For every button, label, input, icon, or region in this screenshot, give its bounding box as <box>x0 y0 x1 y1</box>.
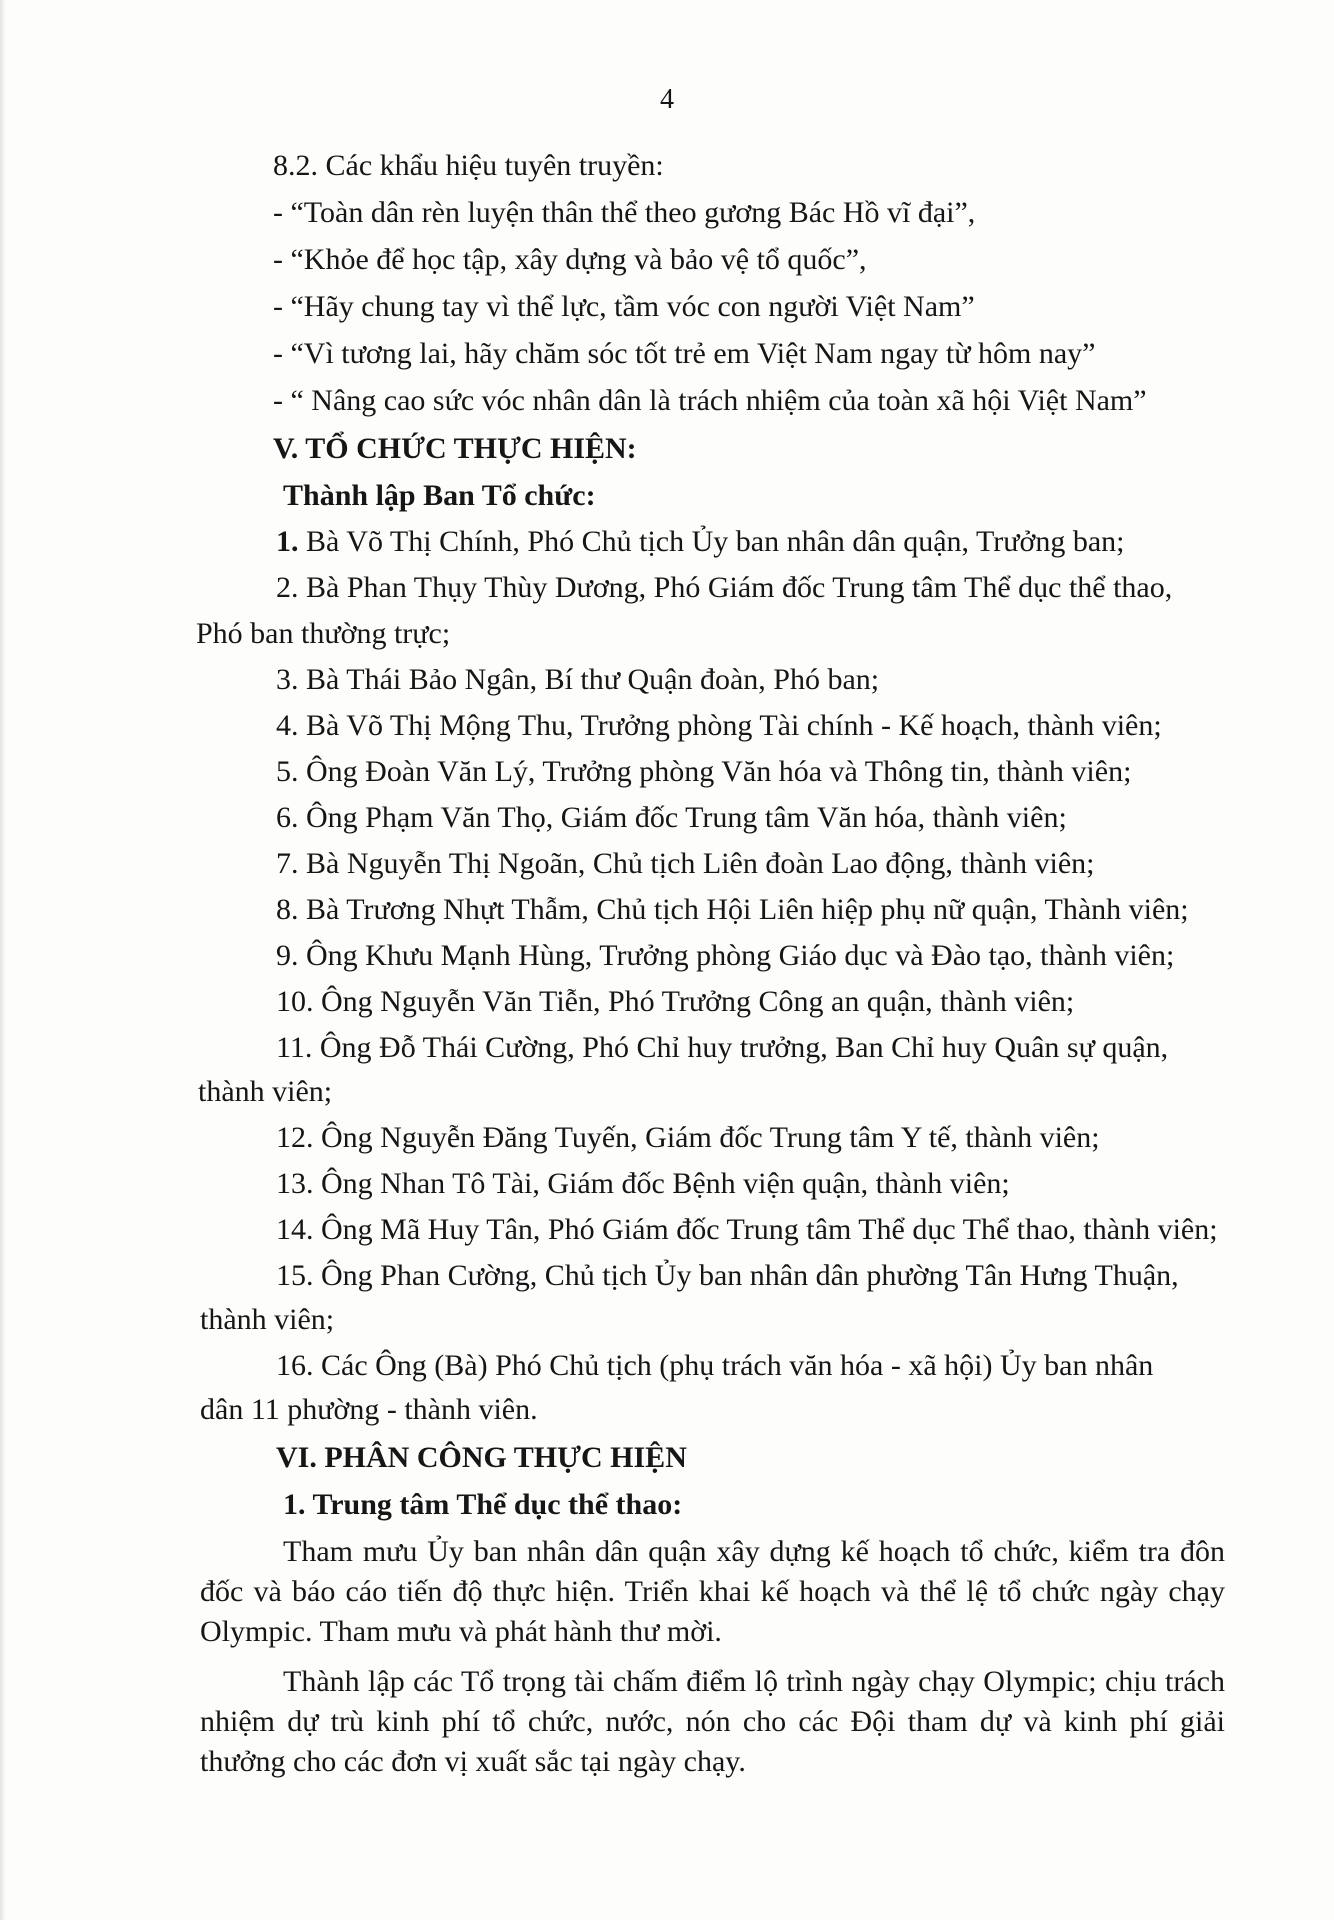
member-text: Ông Nguyễn Văn Tiễn, Phó Trưởng Công an quận, thành viên; <box>321 985 1075 1018</box>
member-text: Ông Nhan Tô Tài, Giám đốc Bệnh viện quận, thành viên; <box>321 1167 1010 1200</box>
section-v-heading: V. TỔ CHỨC THỰC HIỆN: <box>273 432 637 465</box>
member-number: 5. <box>276 755 299 788</box>
member-text: Ông Khưu Mạnh Hùng, Trưởng phòng Giáo dục và Đào tạo, thành viên; <box>306 939 1175 972</box>
slogan-item: - “ Nâng cao sức vóc nhân dân là trách nhiệm của toàn xã hội Việt Nam” <box>273 384 1147 417</box>
slogans-heading: 8.2. Các khẩu hiệu tuyên truyền: <box>273 149 664 182</box>
member-number: 8. <box>276 893 299 926</box>
member-item <box>276 570 1172 606</box>
member-continuation: thành viên; <box>198 1075 333 1108</box>
member-item <box>276 984 1074 1020</box>
member-number: 15. <box>276 1259 314 1292</box>
member-text: Bà Võ Thị Mộng Thu, Trưởng phòng Tài chính - Kế hoạch, thành viên; <box>306 709 1162 742</box>
member-number: 2. <box>276 571 299 604</box>
member-number: 3. <box>276 663 299 696</box>
member-number: 12. <box>276 1121 314 1154</box>
member-text: Bà Phan Thụy Thùy Dương, Phó Giám đốc Trung tâm Thể dục thể thao, <box>306 571 1173 604</box>
member-item <box>276 892 1189 928</box>
body-paragraph: Thành lập các Tổ trọng tài chấm điểm lộ trình ngày chạy Olympic; chịu trách nhiệm dự trù kinh phí tổ chức, nước, nón cho các Đội tham dự và kinh phí giải thưởng cho các đơn vị xuất sắc tại ngày chạy. <box>200 1665 1225 1778</box>
section-vi-subheading: 1. Trung tâm Thể dục thể thao: <box>283 1488 683 1521</box>
member-item <box>276 1166 1010 1202</box>
member-item <box>276 1348 1153 1384</box>
member-number: 14. <box>276 1213 314 1246</box>
slogan-item: - “Vì tương lai, hãy chăm sóc tốt trẻ em Việt Nam ngay từ hôm nay” <box>273 337 1096 370</box>
page-edge <box>0 0 6 1920</box>
member-item <box>276 1258 1179 1294</box>
member-item <box>276 846 1094 882</box>
member-continuation: dân 11 phường - thành viên. <box>200 1393 538 1426</box>
member-text: Ông Mã Huy Tân, Phó Giám đốc Trung tâm Thể dục Thể thao, thành viên; <box>321 1213 1218 1246</box>
section-vi-heading: VI. PHÂN CÔNG THỰC HIỆN <box>276 1441 687 1474</box>
member-item <box>276 938 1174 974</box>
slogan-item: - “Hãy chung tay vì thể lực, tầm vóc con người Việt Nam” <box>273 290 975 323</box>
member-text: Bà Nguyễn Thị Ngoãn, Chủ tịch Liên đoàn Lao động, thành viên; <box>306 847 1095 880</box>
member-text: Bà Võ Thị Chính, Phó Chủ tịch Ủy ban nhân dân quận, Trưởng ban; <box>306 525 1125 558</box>
member-text: Ông Nguyễn Đăng Tuyến, Giám đốc Trung tâm Y tế, thành viên; <box>321 1121 1100 1154</box>
member-item <box>276 524 1125 560</box>
member-text: Bà Trương Nhựt Thẫm, Chủ tịch Hội Liên hiệp phụ nữ quận, Thành viên; <box>306 893 1189 926</box>
slogan-item: - “Toàn dân rèn luyện thân thể theo gương Bác Hồ vĩ đại”, <box>273 196 976 229</box>
member-text: Bà Thái Bảo Ngân, Bí thư Quận đoàn, Phó ban; <box>306 663 880 696</box>
member-number: 10. <box>276 985 314 1018</box>
member-item <box>276 800 1067 836</box>
member-item <box>276 1212 1218 1248</box>
member-text: Ông Đoàn Văn Lý, Trưởng phòng Văn hóa và Thông tin, thành viên; <box>306 755 1132 788</box>
member-item <box>276 1120 1100 1156</box>
page-number: 4 <box>660 84 674 115</box>
member-text: Các Ông (Bà) Phó Chủ tịch (phụ trách văn hóa - xã hội) Ủy ban nhân <box>321 1349 1154 1382</box>
slogan-item: - “Khỏe để học tập, xây dựng và bảo vệ tổ quốc”, <box>273 243 867 276</box>
member-text: Ông Phạm Văn Thọ, Giám đốc Trung tâm Văn hóa, thành viên; <box>306 801 1067 834</box>
member-item <box>276 708 1162 744</box>
member-number: 6. <box>276 801 299 834</box>
member-number: 13. <box>276 1167 314 1200</box>
member-number: 1. <box>276 525 299 558</box>
member-text: Ông Phan Cường, Chủ tịch Ủy ban nhân dân phường Tân Hưng Thuận, <box>321 1259 1179 1292</box>
member-number: 11. <box>276 1031 313 1064</box>
body-paragraph: Tham mưu Ủy ban nhân dân quận xây dựng kế hoạch tổ chức, kiểm tra đôn đốc và báo cáo tiến độ thực hiện. Triển khai kế hoạch và thể lệ tổ chức ngày chạy Olympic. Tham mưu và phát hành thư mời. <box>200 1535 1225 1648</box>
member-item <box>276 662 879 698</box>
section-v-subheading: Thành lập Ban Tổ chức: <box>283 479 596 512</box>
member-item <box>276 1030 1168 1066</box>
member-text: Ông Đỗ Thái Cường, Phó Chỉ huy trưởng, Ban Chỉ huy Quân sự quận, <box>319 1031 1169 1064</box>
member-continuation: thành viên; <box>200 1303 335 1336</box>
member-number: 16. <box>276 1349 314 1382</box>
member-number: 7. <box>276 847 299 880</box>
member-number: 4. <box>276 709 299 742</box>
member-continuation: Phó ban thường trực; <box>196 617 451 650</box>
member-number: 9. <box>276 939 299 972</box>
member-item <box>276 754 1131 790</box>
